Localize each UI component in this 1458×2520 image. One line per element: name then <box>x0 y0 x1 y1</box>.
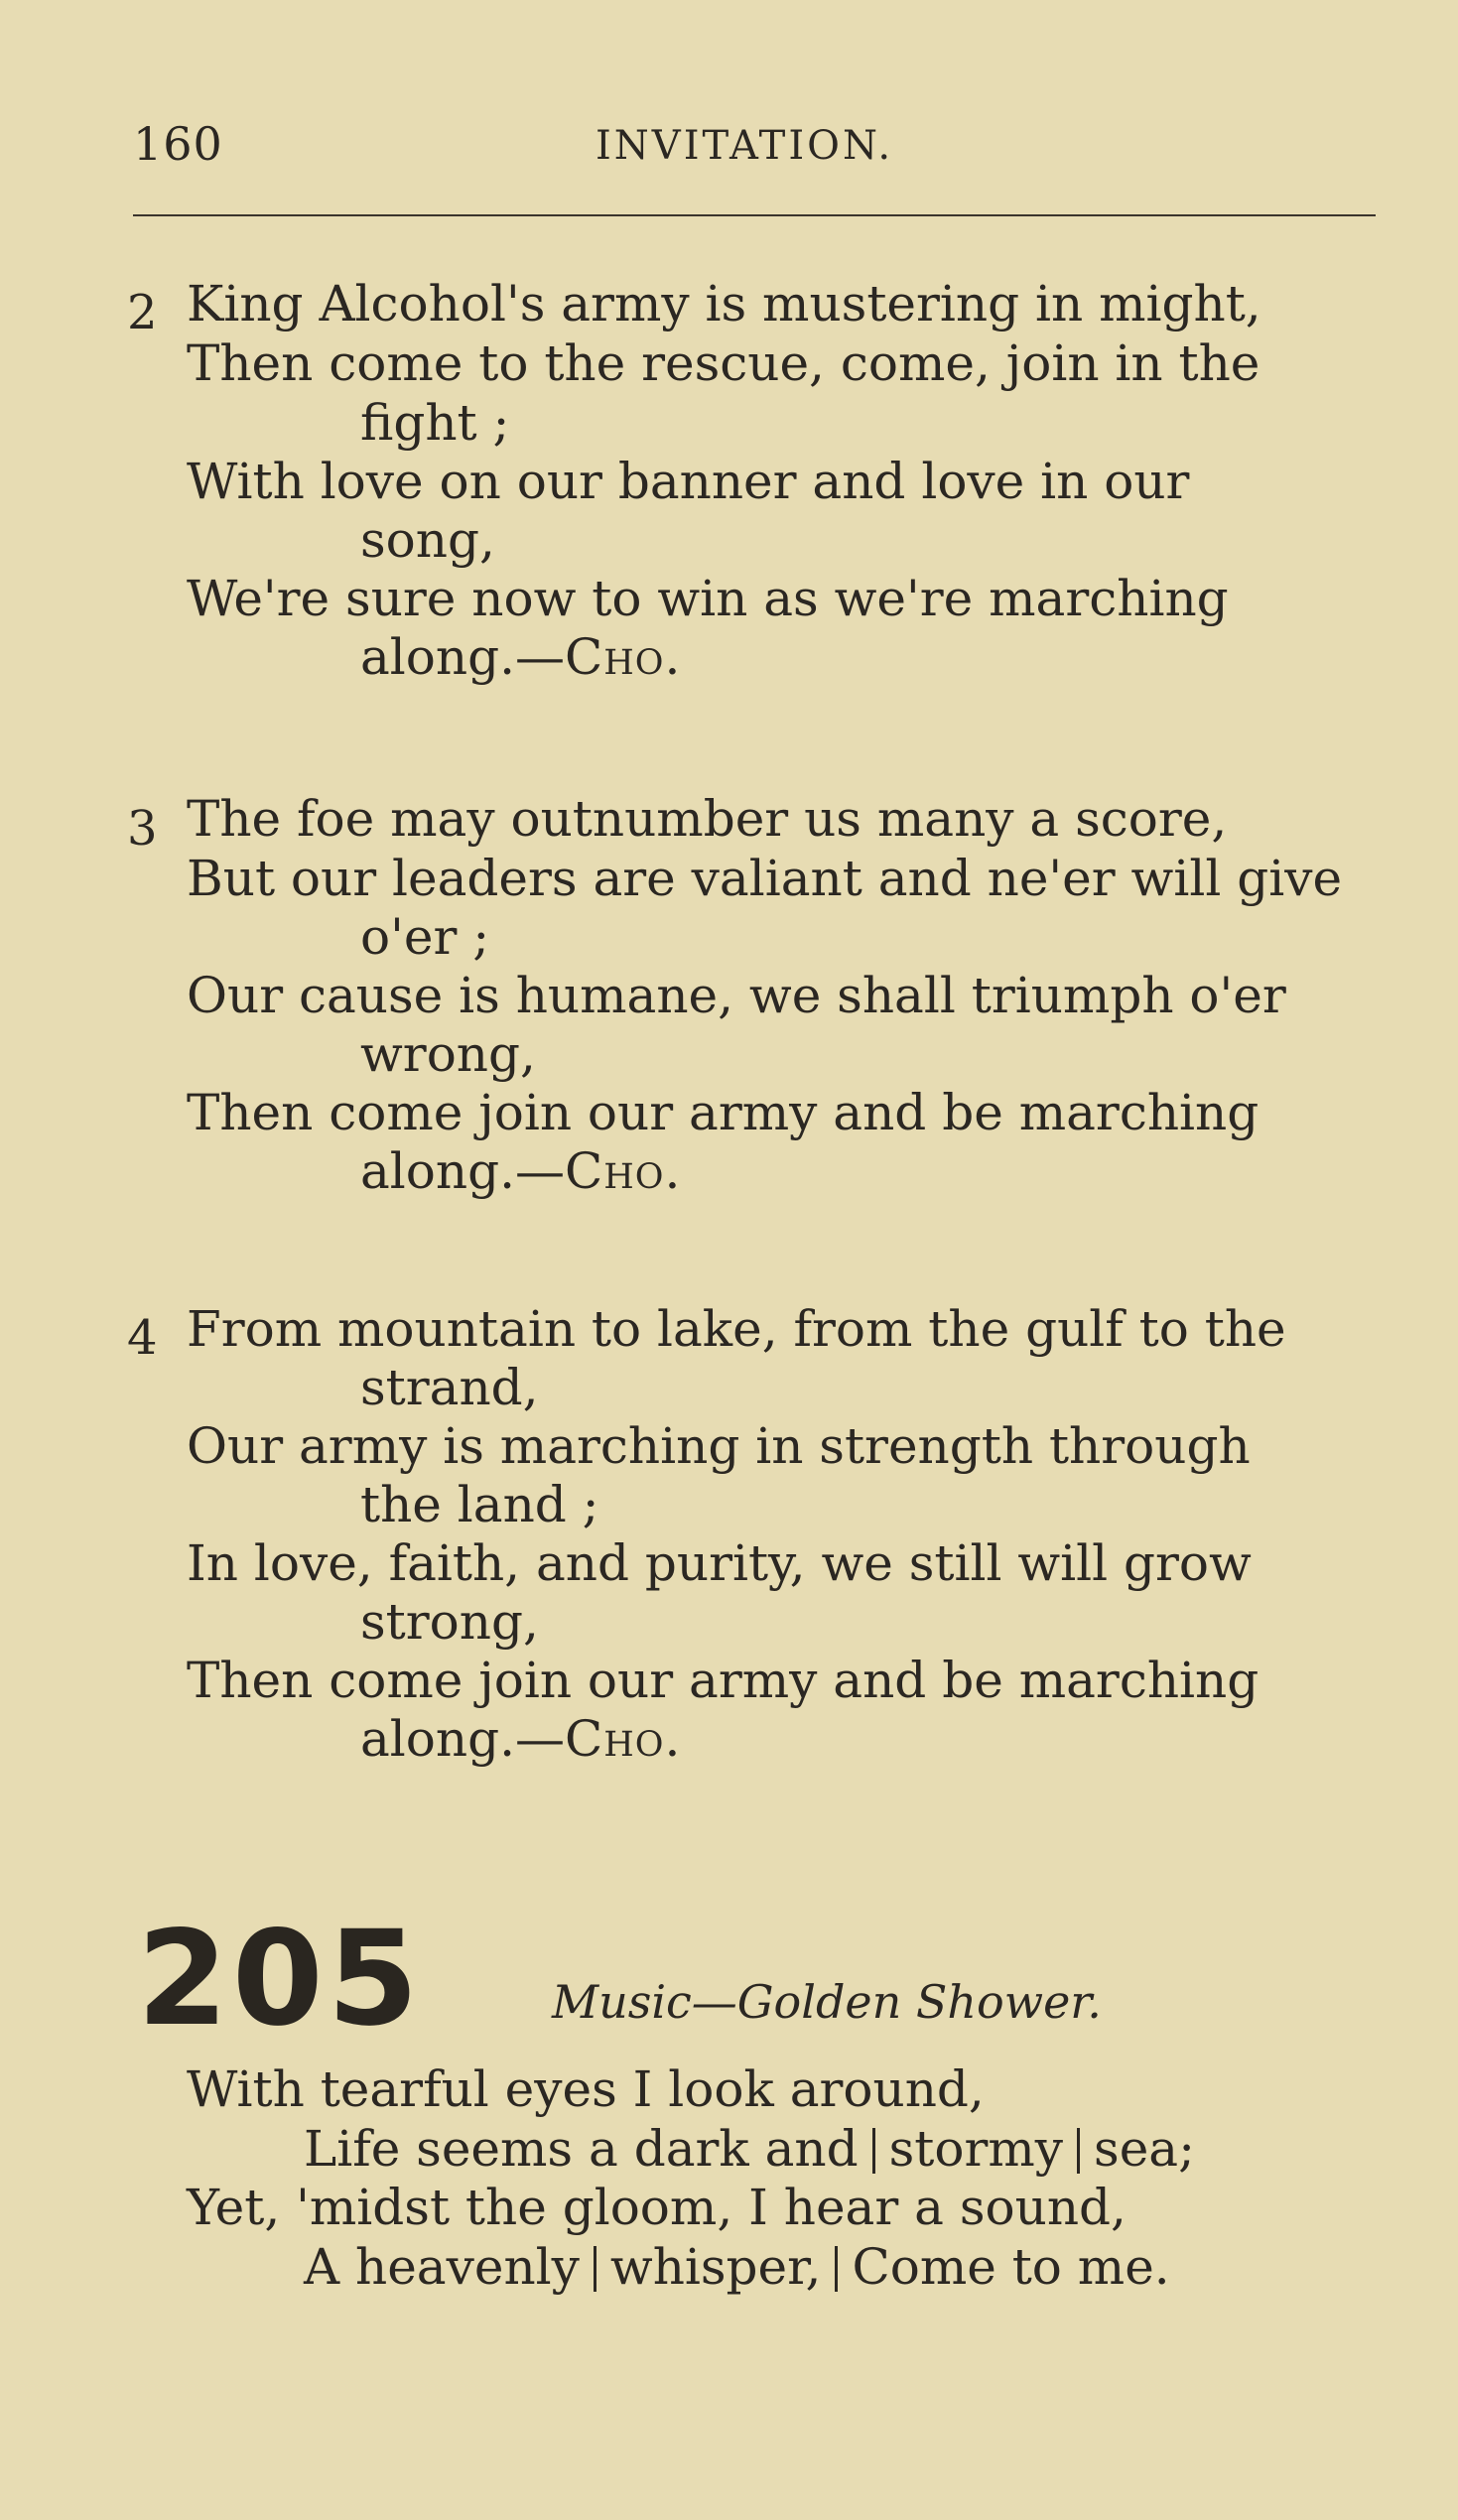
chorus-mark: Cho. <box>565 628 682 686</box>
verse-line: In love, faith, and purity, we still will grow <box>187 1534 1252 1592</box>
verse-line <box>360 1142 682 1200</box>
verse-line-text: along.— <box>360 1710 566 1768</box>
verse-line: Then come join our army and be marching <box>187 1652 1259 1709</box>
verse-line-text: along.— <box>360 1142 566 1200</box>
bar-line <box>835 2246 838 2292</box>
verse-segment: Come to me. <box>852 2238 1170 2296</box>
bar-line <box>872 2128 875 2174</box>
verse-line: strong, <box>360 1593 539 1651</box>
verse-segment: whisper, <box>609 2238 822 2296</box>
verse-line-text: along.— <box>360 628 566 686</box>
verse-line: the land ; <box>360 1476 599 1533</box>
stanza-number: 4 <box>127 1310 158 1366</box>
verse-line: We're sure now to win as we're marching <box>187 570 1229 627</box>
running-head: INVITATION. <box>596 123 894 169</box>
chorus-mark: Cho. <box>565 1710 682 1768</box>
verse-segment: stormy <box>888 2120 1064 2178</box>
verse-line: But our leaders are valiant and ne'er will give <box>187 850 1343 907</box>
verse-line: Our cause is humane, we shall triumph o'er <box>187 967 1286 1024</box>
bar-line <box>1077 2128 1080 2174</box>
tune-name: Music—Golden Shower. <box>552 1975 1102 2029</box>
verse-segment: A heavenly <box>304 2238 580 2296</box>
verse-line <box>304 2238 1170 2296</box>
verse-line <box>304 2120 1195 2178</box>
hymn-number: 205 <box>137 1903 423 2056</box>
verse-line: Then come to the rescue, come, join in the <box>187 334 1260 392</box>
verse-line: wrong, <box>360 1025 536 1083</box>
verse-line: song, <box>360 511 495 569</box>
verse-line: fight ; <box>360 394 510 452</box>
chorus-mark: Cho. <box>565 1142 682 1200</box>
verse-line: Then come join our army and be marching <box>187 1084 1259 1141</box>
verse-line: With love on our banner and love in our <box>187 453 1190 510</box>
page-header <box>133 117 1376 177</box>
stanza-number: 2 <box>127 285 158 340</box>
verse-line <box>360 628 682 686</box>
stanza-number: 3 <box>127 801 158 857</box>
verse-line: strand, <box>360 1359 539 1416</box>
verse-line: o'er ; <box>360 908 490 966</box>
verse-line: The foe may outnumber us many a score, <box>187 790 1228 848</box>
verse-line: King Alcohol's army is mustering in might, <box>187 275 1261 332</box>
verse-line: From mountain to lake, from the gulf to the <box>187 1300 1286 1358</box>
header-rule <box>133 214 1376 216</box>
verse-line: Our army is marching in strength through <box>187 1417 1251 1475</box>
verse-line <box>360 1710 682 1768</box>
verse-line: Yet, 'midst the gloom, I hear a sound, <box>187 2179 1127 2236</box>
verse-segment: Life seems a dark and <box>304 2120 859 2178</box>
bar-line <box>594 2246 596 2292</box>
verse-segment: sea; <box>1094 2120 1195 2178</box>
page-number: 160 <box>133 117 223 171</box>
verse-line: With tearful eyes I look around, <box>187 2060 985 2118</box>
